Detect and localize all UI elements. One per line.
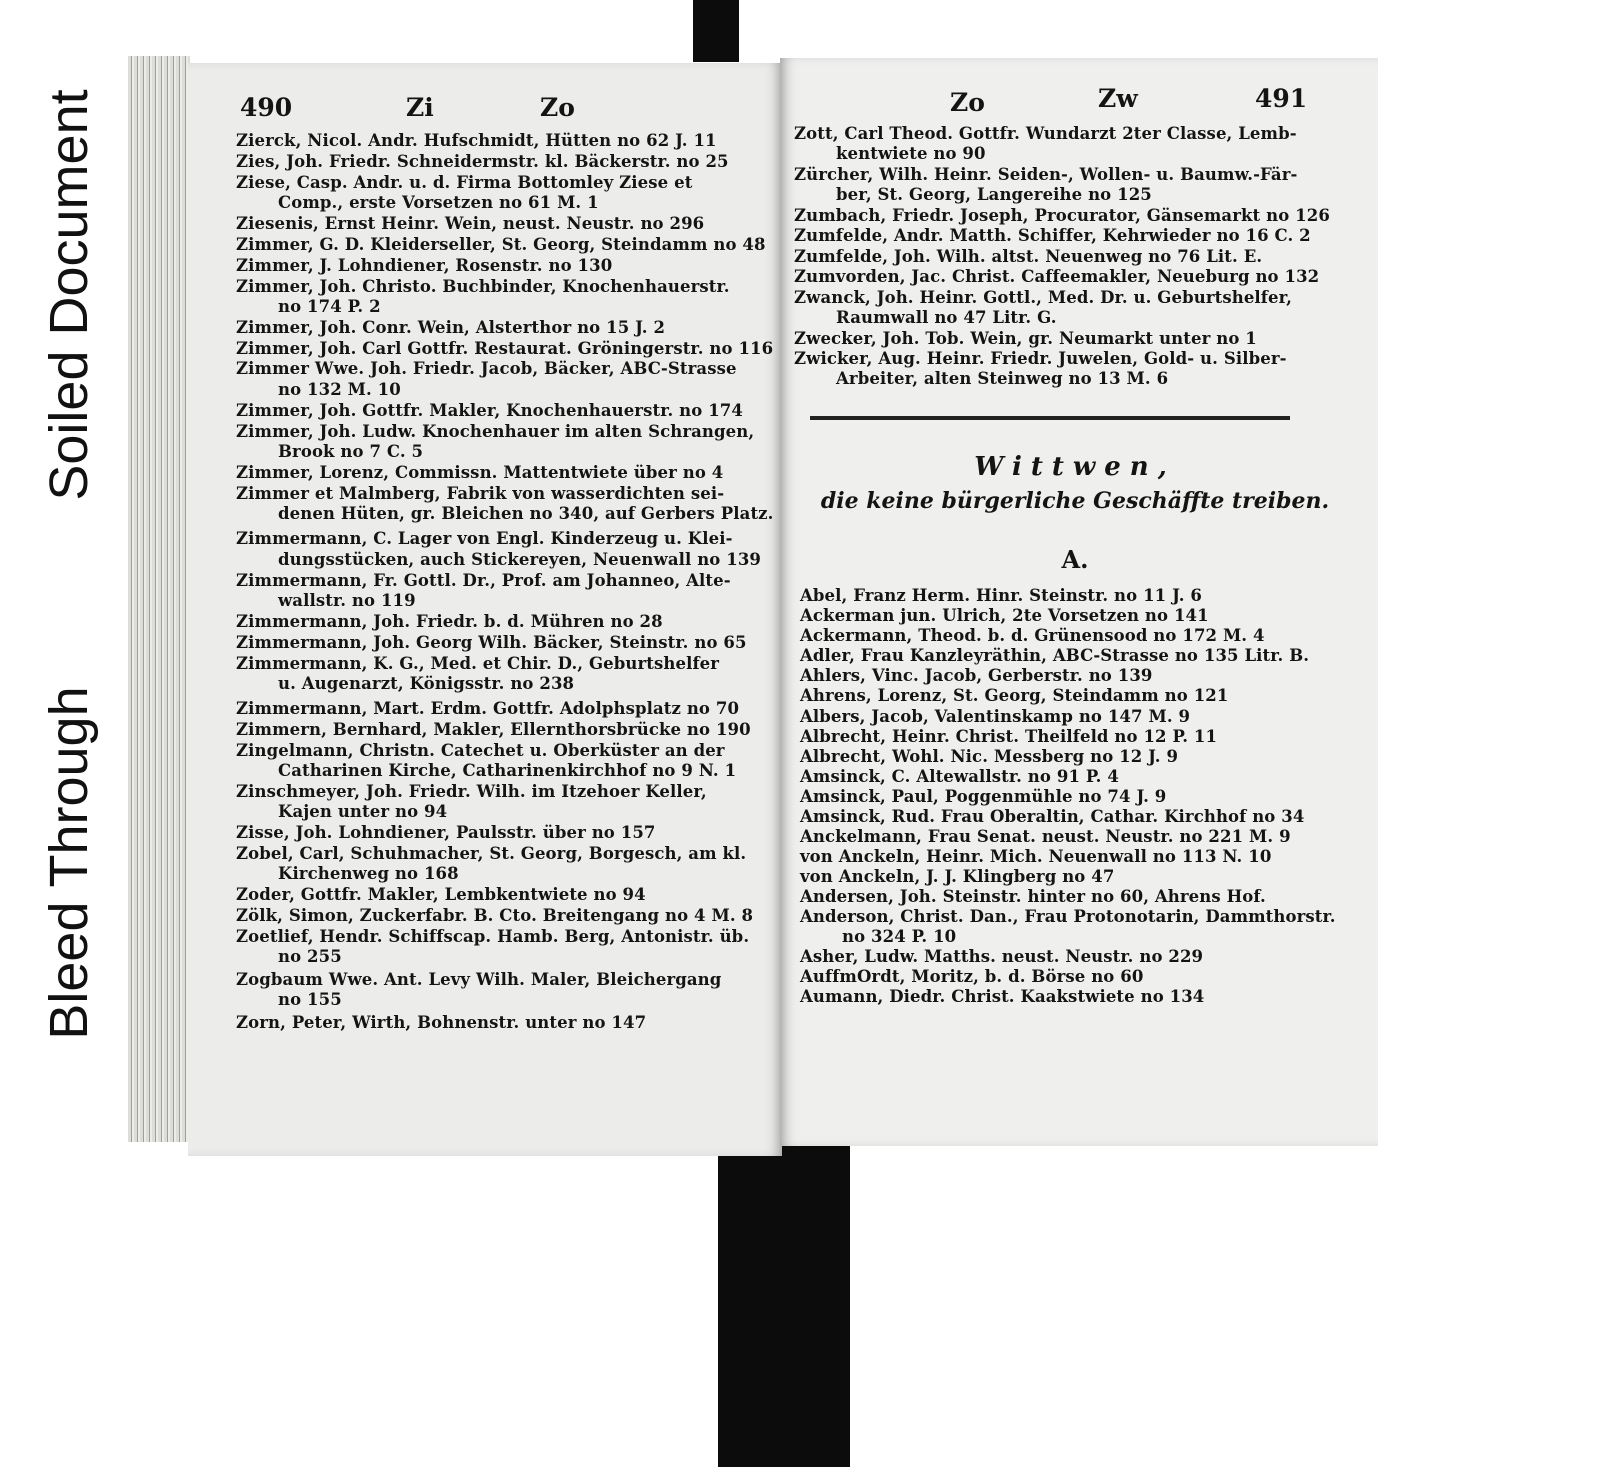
widow-entry-line: Ackermann, Theod. b. d. Grünensood no 172 M. 4 <box>800 626 1265 645</box>
widow-entry-line: Albrecht, Heinr. Christ. Theilfeld no 12 P. 11 <box>800 727 1218 746</box>
film-strip-bottom <box>718 1140 850 1467</box>
entry-line: no 255 <box>278 947 342 966</box>
soiled-document-label: Soiled Document <box>39 89 99 501</box>
entry-line: Zimmermann, K. G., Med. et Chir. D., Geburtshelfer <box>236 654 720 673</box>
right-header-key-1: Zo <box>950 88 985 117</box>
entry-line: Ziese, Casp. Andr. u. d. Firma Bottomley Ziese et <box>236 173 693 192</box>
entry-line: Zwanck, Joh. Heinr. Gottl., Med. Dr. u. Geburtshelfer, <box>794 288 1293 307</box>
film-strip-top <box>693 0 739 62</box>
entry-line: Zobel, Carl, Schuhmacher, St. Georg, Borgesch, am kl. <box>236 844 747 863</box>
left-header-key-1: Zi <box>406 93 434 122</box>
entry-line: no 132 M. 10 <box>278 380 401 399</box>
entry-line: no 174 P. 2 <box>278 297 381 316</box>
widow-entry-line: no 324 P. 10 <box>842 927 957 946</box>
entry-line: Zimmermann, Joh. Georg Wilh. Bäcker, Steinstr. no 65 <box>236 633 747 652</box>
entry-line: Zisse, Joh. Lohndiener, Paulsstr. über no 157 <box>236 823 656 842</box>
widow-entry-line: von Anckeln, J. J. Klingberg no 47 <box>800 867 1115 886</box>
widow-entry-line: Ahlers, Vinc. Jacob, Gerberstr. no 139 <box>800 666 1153 685</box>
entry-line: ber, St. Georg, Langereihe no 125 <box>836 185 1152 204</box>
entry-line: Zumfelde, Joh. Wilh. altst. Neuenweg no 76 Lit. E. <box>794 247 1263 266</box>
entry-line: Arbeiter, alten Steinweg no 13 M. 6 <box>836 369 1169 388</box>
widow-entry-line: Ahrens, Lorenz, St. Georg, Steindamm no 121 <box>800 686 1229 705</box>
entry-line: Zimmer et Malmberg, Fabrik von wasserdichten sei- <box>236 484 725 503</box>
entry-line: Zimmermann, Mart. Erdm. Gottfr. Adolphsplatz no 70 <box>236 699 740 718</box>
entry-line: Zimmermann, C. Lager von Engl. Kinderzeug u. Klei- <box>236 529 733 548</box>
left-header-key-2: Zo <box>540 93 575 122</box>
entry-line: Zürcher, Wilh. Heinr. Seiden-, Wollen- u. Baumw.-Fär- <box>794 165 1298 184</box>
entry-line: Zwicker, Aug. Heinr. Friedr. Juwelen, Gold- u. Silber- <box>794 349 1287 368</box>
entry-line: Zumvorden, Jac. Christ. Caffeemakler, Neueburg no 132 <box>794 267 1320 286</box>
entry-line: Zimmern, Bernhard, Makler, Ellernthorsbrücke no 190 <box>236 720 751 739</box>
widow-entry-line: Amsinck, Rud. Frau Oberaltin, Cathar. Kirchhof no 34 <box>800 807 1305 826</box>
entry-line: Zimmermann, Fr. Gottl. Dr., Prof. am Johanneo, Alte- <box>236 571 731 590</box>
entry-line: Zimmer, Joh. Ludw. Knochenhauer im alten Schrangen, <box>236 422 755 441</box>
entry-line: Zumfelde, Andr. Matth. Schiffer, Kehrwieder no 16 C. 2 <box>794 226 1311 245</box>
right-header-key-2: Zw <box>1098 84 1138 113</box>
widow-entry-line: Amsinck, C. Altewallstr. no 91 P. 4 <box>800 767 1119 786</box>
entry-line: Brook no 7 C. 5 <box>278 442 424 461</box>
entry-line: Zimmer Wwe. Joh. Friedr. Jacob, Bäcker, ABC-Strasse <box>236 359 737 378</box>
book-page-edges <box>128 56 190 1142</box>
entry-line: Zott, Carl Theod. Gottfr. Wundarzt 2ter Classe, Lemb- <box>794 124 1297 143</box>
widow-entry-line: Albers, Jacob, Valentinskamp no 147 M. 9 <box>800 707 1191 726</box>
entry-line: kentwiete no 90 <box>836 144 986 163</box>
widow-entry-line: Ackerman jun. Ulrich, 2te Vorsetzen no 141 <box>800 606 1209 625</box>
entry-line: Zimmer, Joh. Conr. Wein, Alsterthor no 15 J. 2 <box>236 318 666 337</box>
entry-line: no 155 <box>278 990 342 1009</box>
entry-line: Zierck, Nicol. Andr. Hufschmidt, Hütten no 62 J. 11 <box>236 131 717 150</box>
entry-line: Zimmer, Joh. Gottfr. Makler, Knochenhauerstr. no 174 <box>236 401 743 420</box>
widow-entry-line: Abel, Franz Herm. Hinr. Steinstr. no 11 J. 6 <box>800 586 1202 605</box>
widow-entry-line: AuffmOrdt, Moritz, b. d. Börse no 60 <box>800 967 1144 986</box>
entry-line: Zingelmann, Christn. Catechet u. Oberküster an der <box>236 741 725 760</box>
entry-line: Zimmer, Lorenz, Commissn. Mattentwiete über no 4 <box>236 463 724 482</box>
widow-entry-line: Adler, Frau Kanzleyräthin, ABC-Strasse no 135 Litr. B. <box>800 646 1310 665</box>
entry-line: Zimmer, Joh. Carl Gottfr. Restaurat. Gröningerstr. no 116 <box>236 339 774 358</box>
entry-line: Zorn, Peter, Wirth, Bohnenstr. unter no 147 <box>236 1013 647 1032</box>
soiled-document-label-box <box>0 30 138 560</box>
letter-heading: A. <box>1061 545 1089 574</box>
entry-line: Zölk, Simon, Zuckerfabr. B. Cto. Breitengang no 4 M. 8 <box>236 906 754 925</box>
entry-line: Zumbach, Friedr. Joseph, Procurator, Gänsemarkt no 126 <box>794 206 1330 225</box>
entry-line: denen Hüten, gr. Bleichen no 340, auf Gerbers Platz. <box>278 504 774 523</box>
entry-line: Zimmer, J. Lohndiener, Rosenstr. no 130 <box>236 256 613 275</box>
entry-line: Zimmermann, Joh. Friedr. b. d. Mühren no 28 <box>236 612 663 631</box>
entry-line: Catharinen Kirche, Catharinenkirchhof no 9 N. 1 <box>278 761 737 780</box>
entry-line: Zogbaum Wwe. Ant. Levy Wilh. Maler, Bleichergang <box>236 970 722 989</box>
entry-line: Raumwall no 47 Litr. G. <box>836 308 1057 327</box>
entry-line: Zoetlief, Hendr. Schiffscap. Hamb. Berg, Antonistr. üb. <box>236 927 750 946</box>
entry-line: Zoder, Gottfr. Makler, Lembkentwiete no 94 <box>236 885 646 904</box>
left-page-number: 490 <box>240 93 293 122</box>
widow-entry-line: Anckelmann, Frau Senat. neust. Neustr. no 221 M. 9 <box>800 827 1291 846</box>
section-divider <box>810 416 1290 420</box>
entry-line: Ziesenis, Ernst Heinr. Wein, neust. Neustr. no 296 <box>236 214 705 233</box>
widow-entry-line: Amsinck, Paul, Poggenmühle no 74 J. 9 <box>800 787 1167 806</box>
section-title: Wittwen, <box>974 452 1176 482</box>
bleed-through-label: Bleed Through <box>39 685 99 1040</box>
entry-line: Zimmer, G. D. Kleiderseller, St. Georg, Steindamm no 48 <box>236 235 766 254</box>
widow-entry-line: von Anckeln, Heinr. Mich. Neuenwall no 113 N. 10 <box>800 847 1272 866</box>
entry-line: wallstr. no 119 <box>278 591 416 610</box>
widow-entry-line: Albrecht, Wohl. Nic. Messberg no 12 J. 9 <box>800 747 1179 766</box>
widow-entry-line: Andersen, Joh. Steinstr. hinter no 60, Ahrens Hof. <box>800 887 1266 906</box>
entry-line: Kirchenweg no 168 <box>278 864 459 883</box>
left-page <box>188 63 782 1156</box>
entry-line: Comp., erste Vorsetzen no 61 M. 1 <box>278 193 599 212</box>
right-page <box>780 58 1378 1146</box>
entry-line: Zinschmeyer, Joh. Friedr. Wilh. im Itzehoer Keller, <box>236 782 707 801</box>
section-subtitle: die keine bürgerliche Geschäffte treiben. <box>820 488 1330 514</box>
widow-entry-line: Aumann, Diedr. Christ. Kaakstwiete no 134 <box>800 987 1205 1006</box>
entry-line: Zwecker, Joh. Tob. Wein, gr. Neumarkt unter no 1 <box>794 329 1257 348</box>
entry-line: Zimmer, Joh. Christo. Buchbinder, Knochenhauerstr. <box>236 277 730 296</box>
widow-entry-line: Asher, Ludw. Matths. neust. Neustr. no 229 <box>800 947 1204 966</box>
widow-entry-line: Anderson, Christ. Dan., Frau Protonotarin, Dammthorstr. <box>800 907 1336 926</box>
entry-line: dungsstücken, auch Stickereyen, Neuenwall no 139 <box>278 550 761 569</box>
entry-line: Kajen unter no 94 <box>278 802 448 821</box>
entry-line: Zies, Joh. Friedr. Schneidermstr. kl. Bäckerstr. no 25 <box>236 152 729 171</box>
bleed-through-label-box <box>0 625 138 1100</box>
right-page-number: 491 <box>1255 84 1308 113</box>
entry-line: u. Augenarzt, Königsstr. no 238 <box>278 674 575 693</box>
